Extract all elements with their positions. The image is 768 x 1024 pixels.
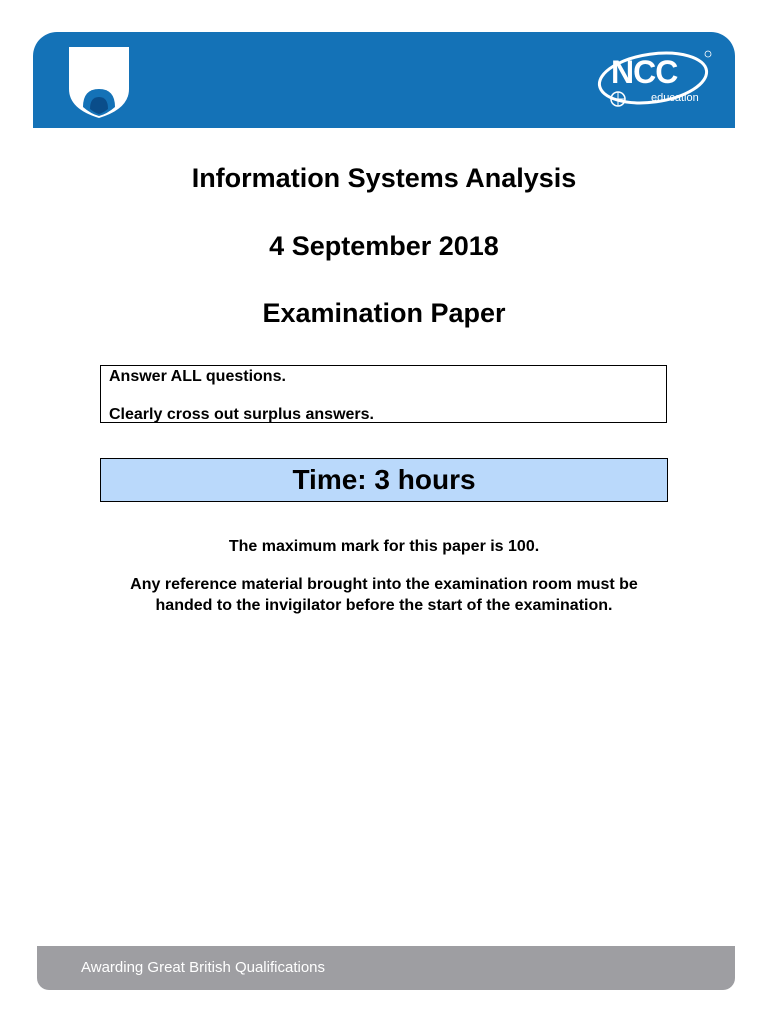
subject-title: Information Systems Analysis [191,163,577,193]
shield-logo-icon [67,45,131,120]
reference-note-line-1: Any reference material brought into the examination room must be [130,576,638,593]
footer-tagline: Awarding Great British Qualifications [81,959,325,976]
max-mark-note: The maximum mark for this paper is 100. [228,538,540,555]
instruction-line-1: Answer ALL questions. [109,368,286,385]
header-banner [33,32,735,128]
footer-bar [37,946,735,990]
reference-note-line-2: handed to the invigilator before the start of the examination. [155,597,613,614]
ncc-logo-text: NCC [611,54,678,90]
ncc-logo-subtext: education [651,92,699,104]
ncc-education-logo [595,48,715,114]
reference-material-note [60,574,708,616]
exam-date: 4 September 2018 [269,231,499,261]
instruction-line-2: Clearly cross out surplus answers. [109,406,374,423]
instructions-box [100,365,667,423]
paper-type: Examination Paper [262,298,506,328]
time-box: Time: 3 hours [100,458,668,502]
